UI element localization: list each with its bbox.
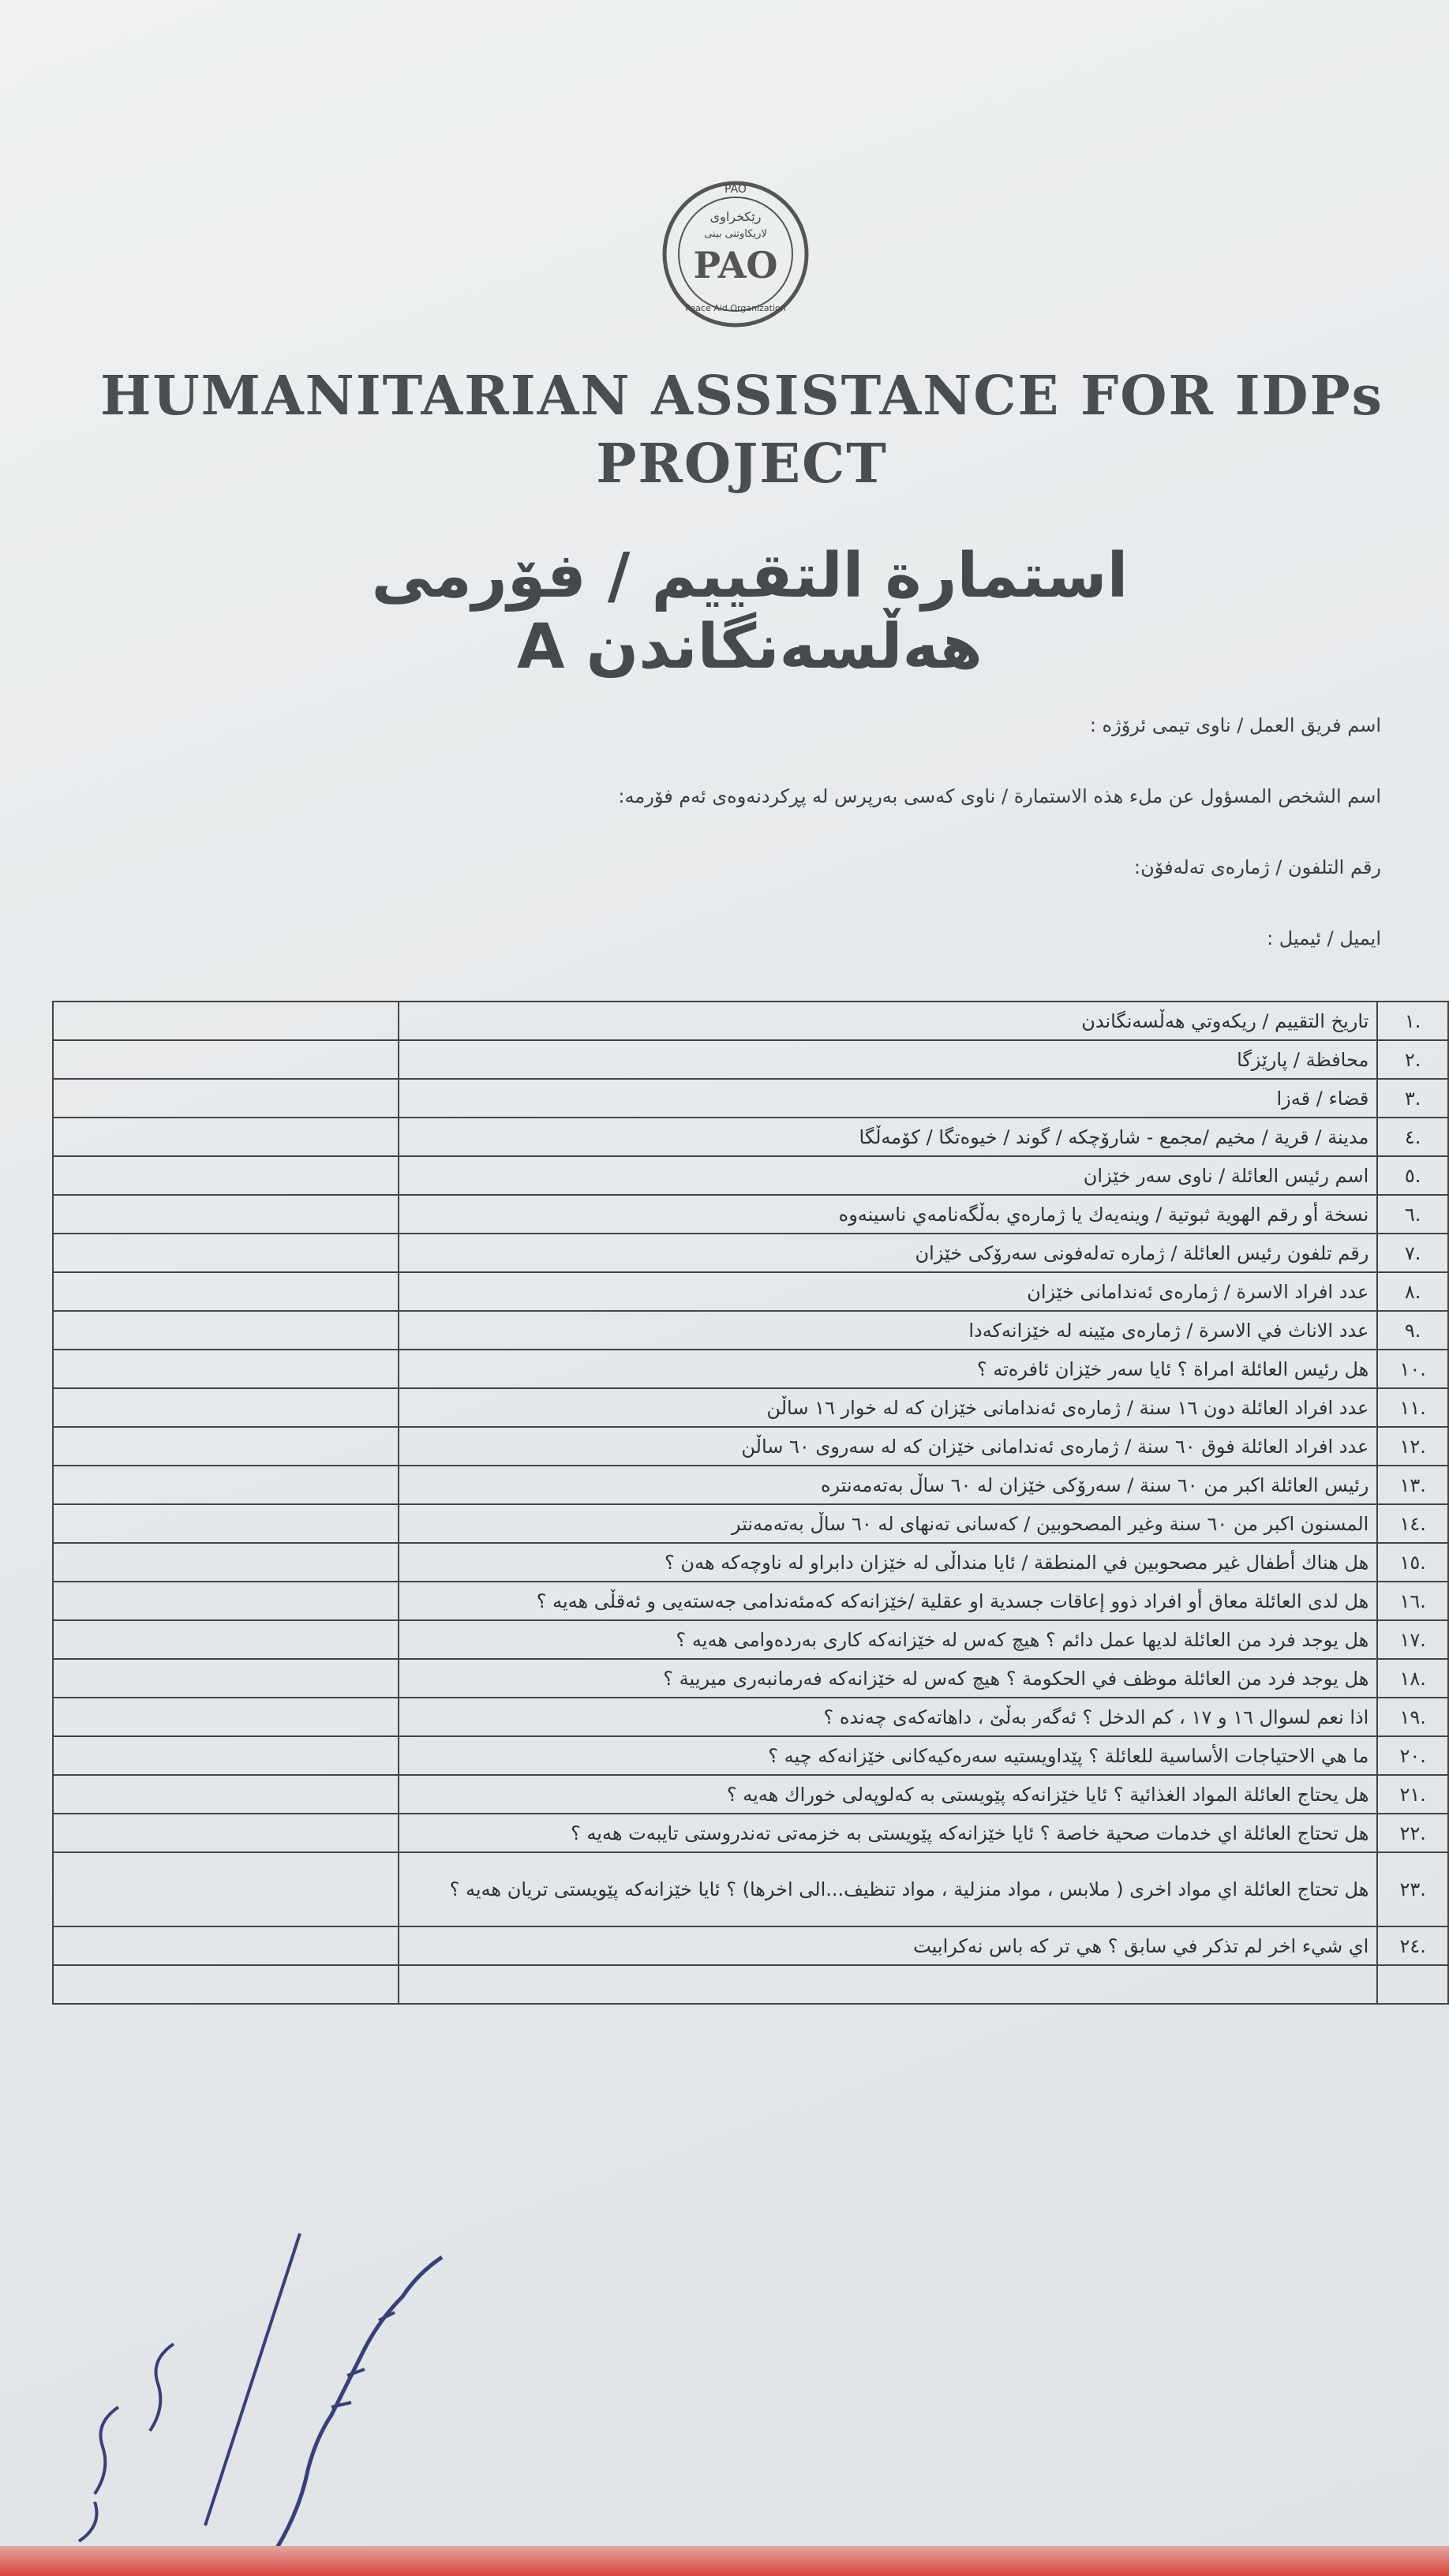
svg-text:PAO: PAO bbox=[693, 244, 778, 286]
table-row bbox=[53, 1002, 1448, 1040]
answer-cell[interactable] bbox=[53, 1466, 399, 1504]
answer-cell[interactable] bbox=[53, 1775, 399, 1814]
row-question: هل يحتاج العائلة المواد الغذائية ؟ ئايا خێزانەكە پێويستی بە كەلوپەلی خوراك هەيە ؟ bbox=[399, 1775, 1377, 1814]
row-question: المسنون اكبر من ٦٠ سنة وغير المصحوبين / كەسانی تەنهای لە ٦٠ ساڵ بەتەمەنتر bbox=[399, 1504, 1377, 1543]
row-number: .١٢ bbox=[1377, 1427, 1448, 1466]
row-question: مدينة / قرية / مخيم /مجمع - شارۆچكە / گوند / خيوەتگا / كۆمەڵگا bbox=[399, 1118, 1377, 1156]
table-row bbox=[53, 1388, 1448, 1427]
table-row bbox=[53, 1659, 1448, 1698]
row-question: هل لدى العائلة معاق أو افراد ذوو إعاقات جسدية او عقلية /خێزانەكە كەمئەندامی جەستەیی و ئەقڵی هەیە ؟ bbox=[399, 1582, 1377, 1620]
title-english-line2: PROJECT bbox=[596, 432, 888, 496]
row-number: .٧ bbox=[1377, 1234, 1448, 1272]
answer-cell[interactable] bbox=[53, 1736, 399, 1775]
row-question: هل يوجد فرد من العائلة لديها عمل دائم ؟ هيچ كەس لە خێزانەكە كاری بەردەوامی هەيە ؟ bbox=[399, 1620, 1377, 1659]
answer-cell[interactable] bbox=[53, 1620, 399, 1659]
answer-cell[interactable] bbox=[53, 1118, 399, 1156]
table-row bbox=[53, 1736, 1448, 1775]
table-row bbox=[53, 1466, 1448, 1504]
table-row bbox=[53, 1311, 1448, 1350]
row-number: .٤ bbox=[1377, 1118, 1448, 1156]
table-row bbox=[53, 1504, 1448, 1543]
answer-cell[interactable] bbox=[53, 1040, 399, 1079]
row-number: .١٩ bbox=[1377, 1698, 1448, 1736]
row-number: .١٥ bbox=[1377, 1543, 1448, 1582]
table-row bbox=[53, 1775, 1448, 1814]
answer-cell[interactable] bbox=[53, 1272, 399, 1311]
answer-cell[interactable] bbox=[53, 1965, 399, 2004]
row-number: .١١ bbox=[1377, 1388, 1448, 1427]
row-question: تاريخ التقييم / ريكەوتي هەڵسەنگاندن bbox=[399, 1002, 1377, 1040]
row-question: اسم رئيس العائلة / ناوی سەر خێزان bbox=[399, 1156, 1377, 1195]
row-question: عدد افراد الاسرة / ژمارەی ئەندامانی خێزان bbox=[399, 1272, 1377, 1311]
row-question: رقم تلفون رئيس العائلة / ژمارە تەلەفونی سەرۆكی خێزان bbox=[399, 1234, 1377, 1272]
table-row bbox=[53, 1272, 1448, 1311]
table-row bbox=[53, 1926, 1448, 1965]
handwritten-annotation bbox=[47, 2210, 458, 2557]
svg-text:PAO: PAO bbox=[724, 183, 747, 196]
row-number: .٢٣ bbox=[1377, 1852, 1448, 1926]
row-question: محافظة / پارێزگا bbox=[399, 1040, 1377, 1079]
row-number: .١٠ bbox=[1377, 1350, 1448, 1388]
answer-cell[interactable] bbox=[53, 1504, 399, 1543]
row-question bbox=[399, 1965, 1377, 2004]
table-row bbox=[53, 1156, 1448, 1195]
row-question: ما هي الاحتياجات الأساسية للعائلة ؟ پێداويستيە سەرەكيەكانی خێزانەكە چيە ؟ bbox=[399, 1736, 1377, 1775]
row-number: .٢٢ bbox=[1377, 1814, 1448, 1852]
row-question: قضاء / قەزا bbox=[399, 1079, 1377, 1118]
answer-cell[interactable] bbox=[53, 1926, 399, 1965]
answer-cell[interactable] bbox=[53, 1582, 399, 1620]
row-number: .٨ bbox=[1377, 1272, 1448, 1311]
svg-text:رێکخراوی: رێکخراوی bbox=[710, 209, 762, 224]
table-row bbox=[53, 1234, 1448, 1272]
row-number: .١٧ bbox=[1377, 1620, 1448, 1659]
row-question: هل هناك أطفال غير مصحوبين في المنطقة / ئايا منداڵی لە خێزان دابراو لە ناوچەكە هەن ؟ bbox=[399, 1543, 1377, 1582]
row-number: .١ bbox=[1377, 1002, 1448, 1040]
answer-cell[interactable] bbox=[53, 1350, 399, 1388]
answer-cell[interactable] bbox=[53, 1388, 399, 1427]
answer-cell[interactable] bbox=[53, 1427, 399, 1466]
answer-cell[interactable] bbox=[53, 1002, 399, 1040]
answer-cell[interactable] bbox=[53, 1079, 399, 1118]
row-question: هل يوجد فرد من العائلة موظف في الحكومة ؟ هيچ كەس لە خێزانەكە فەرمانبەری ميريية ؟ bbox=[399, 1659, 1377, 1698]
row-number: .٩ bbox=[1377, 1311, 1448, 1350]
answer-cell[interactable] bbox=[53, 1156, 399, 1195]
row-number: .٥ bbox=[1377, 1156, 1448, 1195]
row-number: .٦ bbox=[1377, 1195, 1448, 1234]
organization-logo bbox=[657, 175, 814, 333]
row-number: .٢ bbox=[1377, 1040, 1448, 1079]
row-number: .٢١ bbox=[1377, 1775, 1448, 1814]
assessment-table bbox=[52, 1001, 1449, 2005]
answer-cell[interactable] bbox=[53, 1852, 399, 1926]
row-question: نسخة أو رقم الهوية ثبوتية / وينەيەك يا ژمارەي بەڵگەنامەي ناسينەوە bbox=[399, 1195, 1377, 1234]
table-row bbox=[53, 1620, 1448, 1659]
row-number: .١٣ bbox=[1377, 1466, 1448, 1504]
answer-cell[interactable] bbox=[53, 1195, 399, 1234]
table-row bbox=[53, 1195, 1448, 1234]
row-question: عدد افراد العائلة فوق ٦٠ سنة / ژمارەی ئەندامانی خێزان كە لە سەروی ٦٠ ساڵن bbox=[399, 1427, 1377, 1466]
row-number: .١٤ bbox=[1377, 1504, 1448, 1543]
table-row bbox=[53, 1040, 1448, 1079]
row-question: اذا نعم لسوال ١٦ و ١٧ ، كم الدخل ؟ ئەگەر بەڵێ ، داهاتەكەی چەندە ؟ bbox=[399, 1698, 1377, 1736]
title-english-line1: HUMANITARIAN ASSISTANCE FOR IDPs bbox=[100, 365, 1383, 428]
answer-cell[interactable] bbox=[53, 1814, 399, 1852]
table-row bbox=[53, 1118, 1448, 1156]
row-number: .٣ bbox=[1377, 1079, 1448, 1118]
table-row bbox=[53, 1965, 1448, 2004]
row-question: هل رئيس العائلة امراة ؟ ئايا سەر خێزان ئافرەتە ؟ bbox=[399, 1350, 1377, 1388]
row-number: .١٦ bbox=[1377, 1582, 1448, 1620]
team-name-label: اسم فريق العمل / ناوی تیمی ئرۆژە : bbox=[1089, 714, 1381, 736]
table-row bbox=[53, 1350, 1448, 1388]
email-label: ایمیل / ئیمیل : bbox=[1267, 927, 1381, 949]
answer-cell[interactable] bbox=[53, 1659, 399, 1698]
row-question: هل تحتاج العائلة اي خدمات صحية خاصة ؟ ئايا خێزانەكە پێويستی بە خزمەتی تەندروستی تايبەت هەيە ؟ bbox=[399, 1814, 1377, 1852]
svg-text:لاریکاوتنی بینی: لاریکاوتنی بینی bbox=[704, 228, 767, 240]
table-row bbox=[53, 1427, 1448, 1466]
row-question: عدد الاناث في الاسرة / ژمارەی مێينە لە خێزانەكەدا bbox=[399, 1311, 1377, 1350]
table-row bbox=[53, 1543, 1448, 1582]
row-question: رئيس العائلة اكبر من ٦٠ سنة / سەرۆكی خێزان لە ٦٠ ساڵ بەتەمەنترە bbox=[399, 1466, 1377, 1504]
row-number: .٢٠ bbox=[1377, 1736, 1448, 1775]
title-arabic: استمارة التقييم / فۆرمی هەڵسەنگاندن A bbox=[371, 541, 1129, 683]
answer-cell[interactable] bbox=[53, 1234, 399, 1272]
row-question: هل تحتاج العائلة اي مواد اخرى ( ملابس ، مواد منزلية ، مواد تنظيف...الى اخرها) ؟ ئايا خێزانەكە پێويستی تريان هەيە ؟ bbox=[399, 1852, 1377, 1926]
phone-label: رقم التلفون / ژمارەی تەلەفۆن: bbox=[1134, 856, 1381, 878]
svg-text:Peace Aid Organization: Peace Aid Organization bbox=[685, 303, 786, 313]
table-row bbox=[53, 1814, 1448, 1852]
row-question: عدد افراد العائلة دون ١٦ سنة / ژمارەی ئەندامانی خێزان كە لە خوار ١٦ ساڵن bbox=[399, 1388, 1377, 1427]
row-number: .٢٤ bbox=[1377, 1926, 1448, 1965]
table-row bbox=[53, 1698, 1448, 1736]
responsible-person-label: اسم الشخص المسؤول عن ملء هذه الاستمارة / ناوی کەسی بەرپرس لە پڕکردنەوەی ئەم فۆرمە: bbox=[618, 785, 1381, 807]
table-row bbox=[53, 1852, 1448, 1926]
row-question: اي شيء اخر لم تذكر في سابق ؟ هي تر كە باس نەكرابيت bbox=[399, 1926, 1377, 1965]
table-row bbox=[53, 1079, 1448, 1118]
row-number: .١٨ bbox=[1377, 1659, 1448, 1698]
answer-cell[interactable] bbox=[53, 1698, 399, 1736]
background-red-surface bbox=[0, 2546, 1449, 2576]
answer-cell[interactable] bbox=[53, 1543, 399, 1582]
table-row bbox=[53, 1582, 1448, 1620]
row-number bbox=[1377, 1965, 1448, 2004]
answer-cell[interactable] bbox=[53, 1311, 399, 1350]
